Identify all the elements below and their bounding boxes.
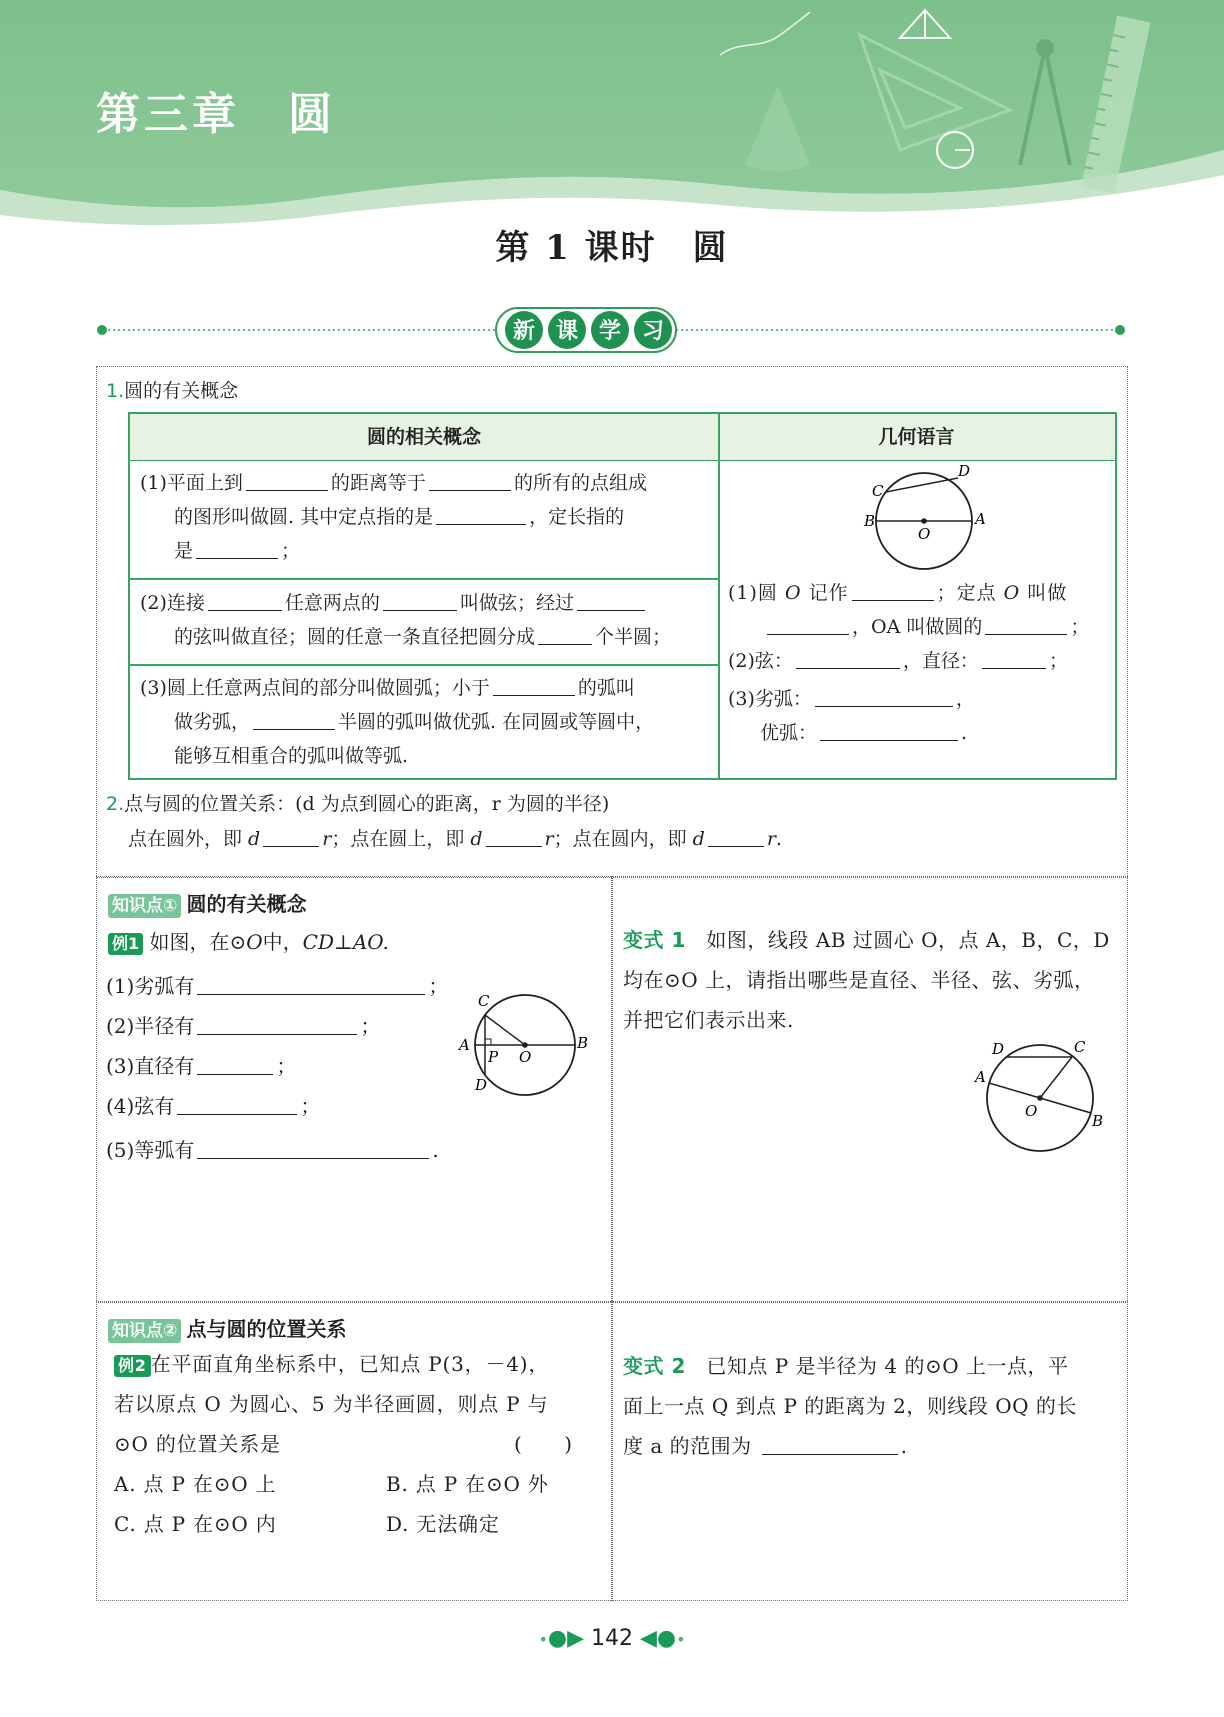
- text: .: [432, 1138, 439, 1162]
- text: 能够互相重合的弧叫做等弧.: [174, 745, 409, 767]
- text: .: [961, 722, 968, 744]
- figure-label-o: O: [918, 525, 931, 543]
- text: 的所有的点组成: [513, 472, 647, 494]
- text: 个半圆；: [595, 626, 672, 648]
- text: (3)直径有: [106, 1054, 195, 1078]
- kp1-tag: 知识点①: [108, 894, 181, 918]
- section-banner-char-2: 课: [555, 319, 579, 344]
- text: CD⊥AO.: [302, 930, 389, 954]
- text: 优弧：: [760, 722, 818, 744]
- fill-blank[interactable]: [197, 1054, 273, 1075]
- concept-row-2: [140, 586, 712, 654]
- example1-figure: [455, 990, 595, 1100]
- text: 已知点 P 是半径为 4 的⊙O 上一点，平: [706, 1354, 1069, 1378]
- concept-row-3: [140, 671, 712, 773]
- fill-blank[interactable]: [196, 539, 278, 559]
- text: 做劣弧，: [174, 711, 251, 733]
- fill-blank[interactable]: [493, 676, 575, 696]
- text: 是: [174, 540, 194, 562]
- table-divider: [718, 414, 720, 778]
- text: 若以原点 O 为圆心、5 为半径画圆，则点 P 与: [114, 1392, 549, 1416]
- text: (2)弦：: [728, 650, 793, 672]
- fill-blank[interactable]: [253, 710, 335, 730]
- text: ；: [360, 1014, 381, 1038]
- text: 面上一点 Q 到点 P 的距离为 2，则线段 OQ 的长: [623, 1394, 1077, 1418]
- arrow-left-icon: ◀●: [640, 1626, 677, 1651]
- text: (5)等弧有: [106, 1138, 195, 1162]
- variant2-tag: 变式 2: [623, 1354, 686, 1378]
- figure-label-a: A: [975, 1068, 986, 1086]
- text: r: [766, 828, 776, 850]
- kp2-tag: 知识点②: [108, 1319, 181, 1343]
- row-divider: [130, 664, 718, 666]
- fill-blank[interactable]: [263, 827, 319, 847]
- text: 记作: [808, 582, 849, 604]
- item1-number: 1.: [106, 380, 125, 402]
- text: 如图，线段 AB 过圆心 O，点 A，B，C，D: [706, 928, 1110, 952]
- text: ；: [300, 1094, 321, 1118]
- text: ；点在圆上，即: [331, 828, 471, 850]
- geometry-language: [728, 576, 1113, 750]
- text: 点在圆外，即: [128, 828, 249, 850]
- text: (2)连接: [140, 592, 205, 614]
- example1-tag: 例1: [108, 933, 143, 955]
- arrow-right-icon: ●▶: [547, 1626, 584, 1651]
- fill-blank[interactable]: [538, 625, 592, 645]
- option-b[interactable]: B. 点 P 在⊙O 外: [386, 1472, 549, 1496]
- fill-blank[interactable]: [767, 615, 849, 635]
- fill-blank[interactable]: [815, 687, 953, 707]
- text: ，OA 叫做圆的: [852, 616, 983, 638]
- figure-label-d: D: [992, 1040, 1005, 1058]
- option-a[interactable]: A. 点 P 在⊙O 上: [114, 1472, 277, 1496]
- concept-row-1: [140, 466, 712, 568]
- text: d: [692, 828, 705, 850]
- option-d[interactable]: D. 无法确定: [386, 1512, 500, 1536]
- text: ；: [276, 1054, 297, 1078]
- fill-blank[interactable]: [246, 471, 328, 491]
- text: (1)平面上到: [140, 472, 243, 494]
- text: O: [1003, 582, 1021, 604]
- text: (3)圆上任意两点间的部分叫做圆弧；小于: [140, 677, 490, 699]
- fill-blank[interactable]: [208, 591, 282, 611]
- figure-label-c: C: [872, 482, 884, 500]
- figure-label-p: P: [488, 1048, 499, 1066]
- text: (1)圆: [728, 582, 778, 604]
- text: 半圆的弧叫做优弧. 在同圆或等圆中，: [338, 711, 655, 733]
- text: .: [775, 828, 782, 850]
- fill-blank[interactable]: [852, 581, 934, 601]
- circle-figure: [854, 464, 994, 576]
- text: 任意两点的: [284, 592, 380, 614]
- text: O: [246, 930, 263, 954]
- figure-label-o: O: [1025, 1102, 1038, 1120]
- item1-title: 圆的有关概念: [124, 380, 239, 402]
- lesson-title: 第 1 课时 圆: [495, 228, 729, 268]
- fill-blank[interactable]: [985, 615, 1067, 635]
- text: ；: [281, 540, 301, 562]
- variant1-figure: [970, 1036, 1110, 1156]
- dot-icon: •: [676, 1630, 686, 1649]
- concept-table: [128, 412, 1117, 780]
- fill-blank[interactable]: [820, 721, 958, 741]
- section-banner-char-4: 习: [641, 319, 665, 344]
- text: ；: [1070, 616, 1090, 638]
- figure-label-b: B: [577, 1034, 589, 1052]
- fill-blank[interactable]: [429, 471, 511, 491]
- text: 的图形叫做圆. 其中定点指的是: [174, 506, 434, 528]
- text: ；: [1048, 650, 1068, 672]
- option-c[interactable]: C. 点 P 在⊙O 内: [114, 1512, 277, 1536]
- text: r: [544, 828, 554, 850]
- text: 均在⊙O 上，请指出哪些是直径、半径、弦、劣弧，: [623, 968, 1095, 992]
- figure-label-a: A: [459, 1036, 470, 1054]
- dot-icon: •: [538, 1630, 548, 1649]
- variant1-text: [623, 920, 1110, 1040]
- fill-blank[interactable]: [982, 649, 1046, 669]
- page-footer: [0, 1626, 1224, 1651]
- figure-label-b: B: [1092, 1112, 1104, 1130]
- example1-stem: [108, 926, 389, 955]
- text: ；: [428, 974, 449, 998]
- text: ，定长指的: [529, 506, 625, 528]
- text: 在平面直角坐标系中，已知点 P(3，－4)，: [150, 1352, 550, 1376]
- text: ；定点: [936, 582, 997, 604]
- text: ，直径：: [902, 650, 979, 672]
- fill-blank[interactable]: [177, 1094, 297, 1115]
- text: .: [900, 1434, 908, 1458]
- section-banner-char-1: 新: [512, 319, 536, 344]
- fill-blank[interactable]: [383, 591, 457, 611]
- table-header-geometry: 几何语言: [718, 414, 1115, 461]
- text: (2)半径有: [106, 1014, 195, 1038]
- text: 并把它们表示出来.: [623, 1008, 794, 1032]
- fill-blank[interactable]: [486, 827, 542, 847]
- section-banner-char-3: 学: [598, 319, 622, 344]
- figure-label-c: C: [478, 992, 490, 1010]
- text: 叫做弦；经过: [459, 592, 574, 614]
- variant2-text: [623, 1346, 1077, 1466]
- text: 的距离等于: [330, 472, 426, 494]
- kp1-heading: [108, 888, 307, 918]
- text: r: [322, 828, 332, 850]
- text: O: [784, 582, 802, 604]
- item2-title: 点与圆的位置关系：(d 为点到圆心的距离，r 为圆的半径): [124, 793, 610, 815]
- text: 叫做: [1027, 582, 1068, 604]
- example2-text: [114, 1344, 573, 1544]
- item2-number: 2.: [106, 793, 125, 815]
- item2-relations: [128, 822, 782, 856]
- fill-blank[interactable]: [762, 1434, 898, 1455]
- figure-label-d: D: [958, 464, 971, 480]
- page-number: 142: [591, 1626, 633, 1651]
- kp1-title: 圆的有关概念: [186, 892, 307, 916]
- text: 如图，在⊙: [149, 930, 247, 954]
- text: (3)劣弧：: [728, 688, 812, 710]
- text: 的弦叫做直径；圆的任意一条直径把圆分成: [174, 626, 536, 648]
- text: d: [248, 828, 261, 850]
- text: d: [470, 828, 483, 850]
- figure-label-o: O: [519, 1048, 532, 1066]
- fill-blank[interactable]: [197, 974, 425, 995]
- fill-blank[interactable]: [708, 827, 764, 847]
- fill-blank[interactable]: [436, 505, 526, 525]
- figure-label-a: A: [975, 510, 986, 528]
- text: (1)劣弧有: [106, 974, 195, 998]
- row-divider: [130, 578, 718, 580]
- table-header-concepts: 圆的相关概念: [130, 414, 718, 461]
- answer-paren: ( ): [514, 1432, 573, 1456]
- figure-label-d: D: [475, 1076, 488, 1094]
- fill-blank[interactable]: [577, 591, 645, 611]
- kp2-title: 点与圆的位置关系: [186, 1317, 347, 1341]
- variant1-tag: 变式 1: [623, 928, 686, 952]
- text: 度 a 的范围为: [623, 1434, 752, 1458]
- kp2-heading: [108, 1313, 347, 1343]
- example1-questions: [106, 966, 448, 1170]
- text: ；点在圆内，即: [553, 828, 693, 850]
- fill-blank[interactable]: [796, 649, 900, 669]
- section-banner: [96, 305, 1126, 355]
- example2-tag: 例2: [114, 1355, 151, 1377]
- figure-label-c: C: [1074, 1038, 1086, 1056]
- chapter-title: 第三章 圆: [96, 89, 336, 140]
- figure-label-b: B: [864, 512, 876, 530]
- item1-heading: [106, 376, 238, 403]
- text: 中，: [262, 930, 303, 954]
- fill-blank[interactable]: [197, 1138, 429, 1159]
- text: ⊙O 的位置关系是: [114, 1432, 281, 1456]
- fill-blank[interactable]: [197, 1014, 357, 1035]
- text: 的弧叫: [577, 677, 635, 699]
- item2-heading: [106, 787, 609, 821]
- text: (4)弦有: [106, 1094, 175, 1118]
- text: ，: [955, 688, 975, 710]
